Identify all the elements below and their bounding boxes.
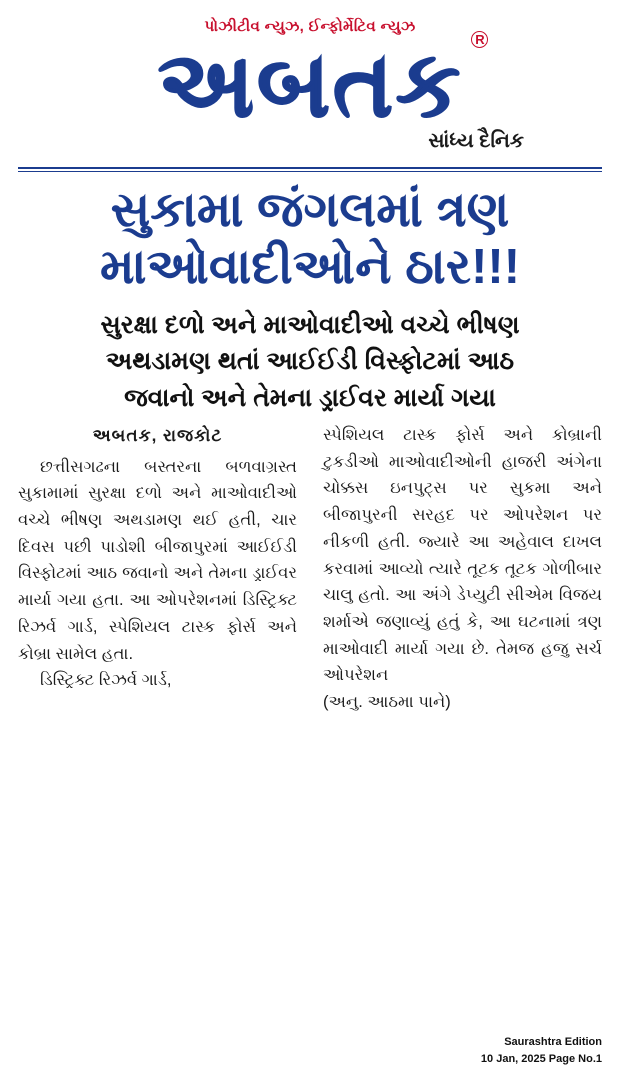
article-body xyxy=(18,422,602,716)
masthead-logo: અબતક xyxy=(157,34,463,136)
footer-edition: Saurashtra Edition xyxy=(504,1036,602,1048)
column-1-paragraph-2: ડિસ્ટ્રિક્ટ રિઝર્વ ગાર્ડ, xyxy=(40,671,172,690)
masthead-tagline: પોઝીટીવ ન્યુઝ, ઈન્ફોર્મેટિવ ન્યુઝ xyxy=(204,18,416,35)
article-subhead xyxy=(18,307,602,416)
headline-line-1: સુકામા જંગલમાં ત્રણ xyxy=(110,182,510,237)
masthead-subtitle: સાંધ્ય દૈનિક xyxy=(428,129,524,152)
subhead-line-2: અથડામણ થતાં આઈઈડી વિસ્ફોટમાં આઠ xyxy=(105,347,515,376)
article-column-1 xyxy=(18,422,297,716)
article-column-2 xyxy=(323,422,602,716)
footer-date-page: 10 Jan, 2025 Page No.1 xyxy=(480,1052,602,1065)
masthead-divider-thick xyxy=(18,167,602,169)
masthead-logo-wrap xyxy=(157,32,485,136)
registered-trademark-icon: R xyxy=(471,31,488,48)
article-continued-note: (અનુ. આઠમા પાને) xyxy=(323,693,451,712)
subhead-line-3: જવાનો અને તેમના ડ્રાઈવર માર્યા ગયા xyxy=(124,383,496,412)
subhead-line-1: સુરક્ષા દળો અને માઓવાદીઓ વચ્ચે ભીષણ xyxy=(100,311,520,340)
headline-line-2: માઓવાદીઓને ઠાર!!! xyxy=(99,240,521,295)
masthead xyxy=(18,0,602,153)
masthead-divider-thin xyxy=(18,171,602,172)
page-footer xyxy=(481,1034,602,1067)
column-1-paragraph-1: છત્તીસગઢના બસ્તરના બળવાગ્રસ્ત સુકામામાં સુરક્ષા દળો અને માઓવાદીઓ વચ્ચે ભીષણ અથડામણ થઈ હતી, ચાર દિવસ પછી પાડોશી બીજાપુરમાં આઈઈડી વિસ્ફોટમાં આઠ જવાનો અને તેમના ડ્રાઈવર માર્યા ગયા હતા. આ ઓપરેશનમાં ડિસ્ટ્રિક્ટ રિઝર્વ ગાર્ડ, સ્પેશિયલ ટાસ્ક ફોર્સ અને કોબ્રા સામેલ હતા. xyxy=(18,457,297,663)
article-byline: અબતક, રાજકોટ xyxy=(92,425,223,445)
column-2-paragraph-1: સ્પેશિયલ ટાસ્ક ફોર્સ અને કોબ્રાની ટુકડીઓ માઓવાદીઓની હાજરી અંગેના ચોક્કસ ઇનપુટ્સ પર સુકમા અને બીજાપુરની સરહદ પર ઓપરેશન પર નીકળી હતી. જ્યારે આ અહેવાલ દાખલ કરવામાં આવ્યો ત્યારે તૂટક તૂટક ગોળીબાર ચાલુ હતો. આ અંગે ડેપ્યુટી સીએમ વિજય શર્માએ જણાવ્યું હતું કે, આ ઘટનામાં ત્રણ માઓવાદી માર્યા ગયા છે. તેમજ હજુ સર્ચ ઓપરેશન xyxy=(323,425,602,685)
article-headline xyxy=(18,182,602,298)
